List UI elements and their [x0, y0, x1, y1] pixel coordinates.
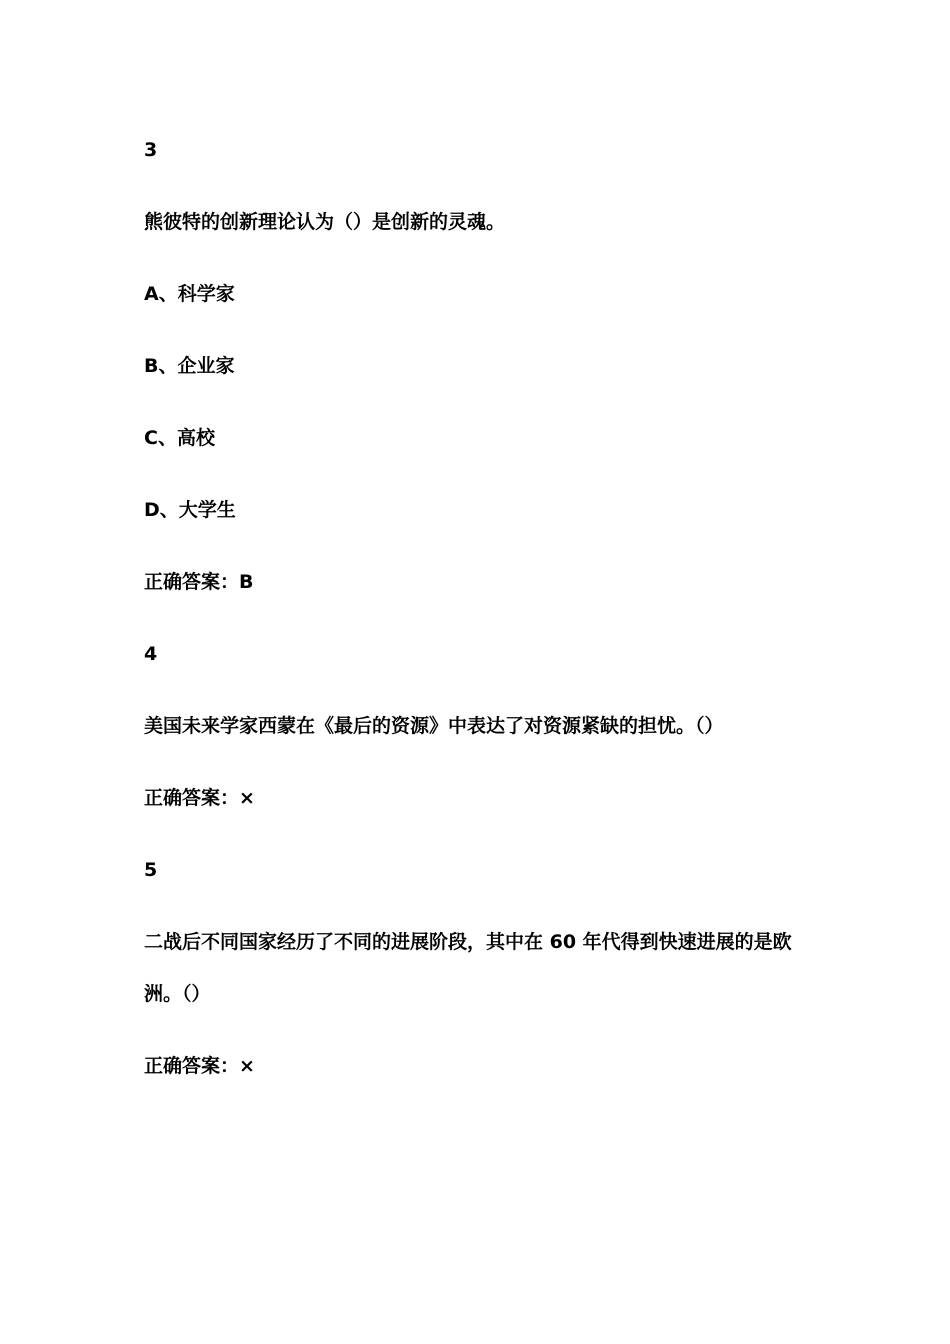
correct-answer: 正确答案：× — [144, 787, 255, 809]
option-d: D、大学生 — [144, 499, 236, 521]
option-a: A、科学家 — [144, 283, 235, 305]
question-number: 3 — [144, 139, 158, 161]
question-text: 美国未来学家西蒙在《最后的资源》中表达了对资源紧缺的担忧。（） — [144, 715, 724, 737]
correct-answer: 正确答案：× — [144, 1055, 255, 1077]
question-text-line-2: 洲。（） — [144, 983, 211, 1005]
option-c: C、高校 — [144, 427, 215, 449]
option-b: B、企业家 — [144, 355, 235, 377]
question-text: 熊彼特的创新理论认为（）是创新的灵魂。 — [144, 211, 506, 233]
question-text-line-1: 二战后不同国家经历了不同的进展阶段，其中在 60 年代得到快速进展的是欧 — [144, 931, 792, 953]
question-number: 4 — [144, 643, 158, 665]
correct-answer: 正确答案：B — [144, 571, 254, 593]
question-number: 5 — [144, 859, 158, 881]
